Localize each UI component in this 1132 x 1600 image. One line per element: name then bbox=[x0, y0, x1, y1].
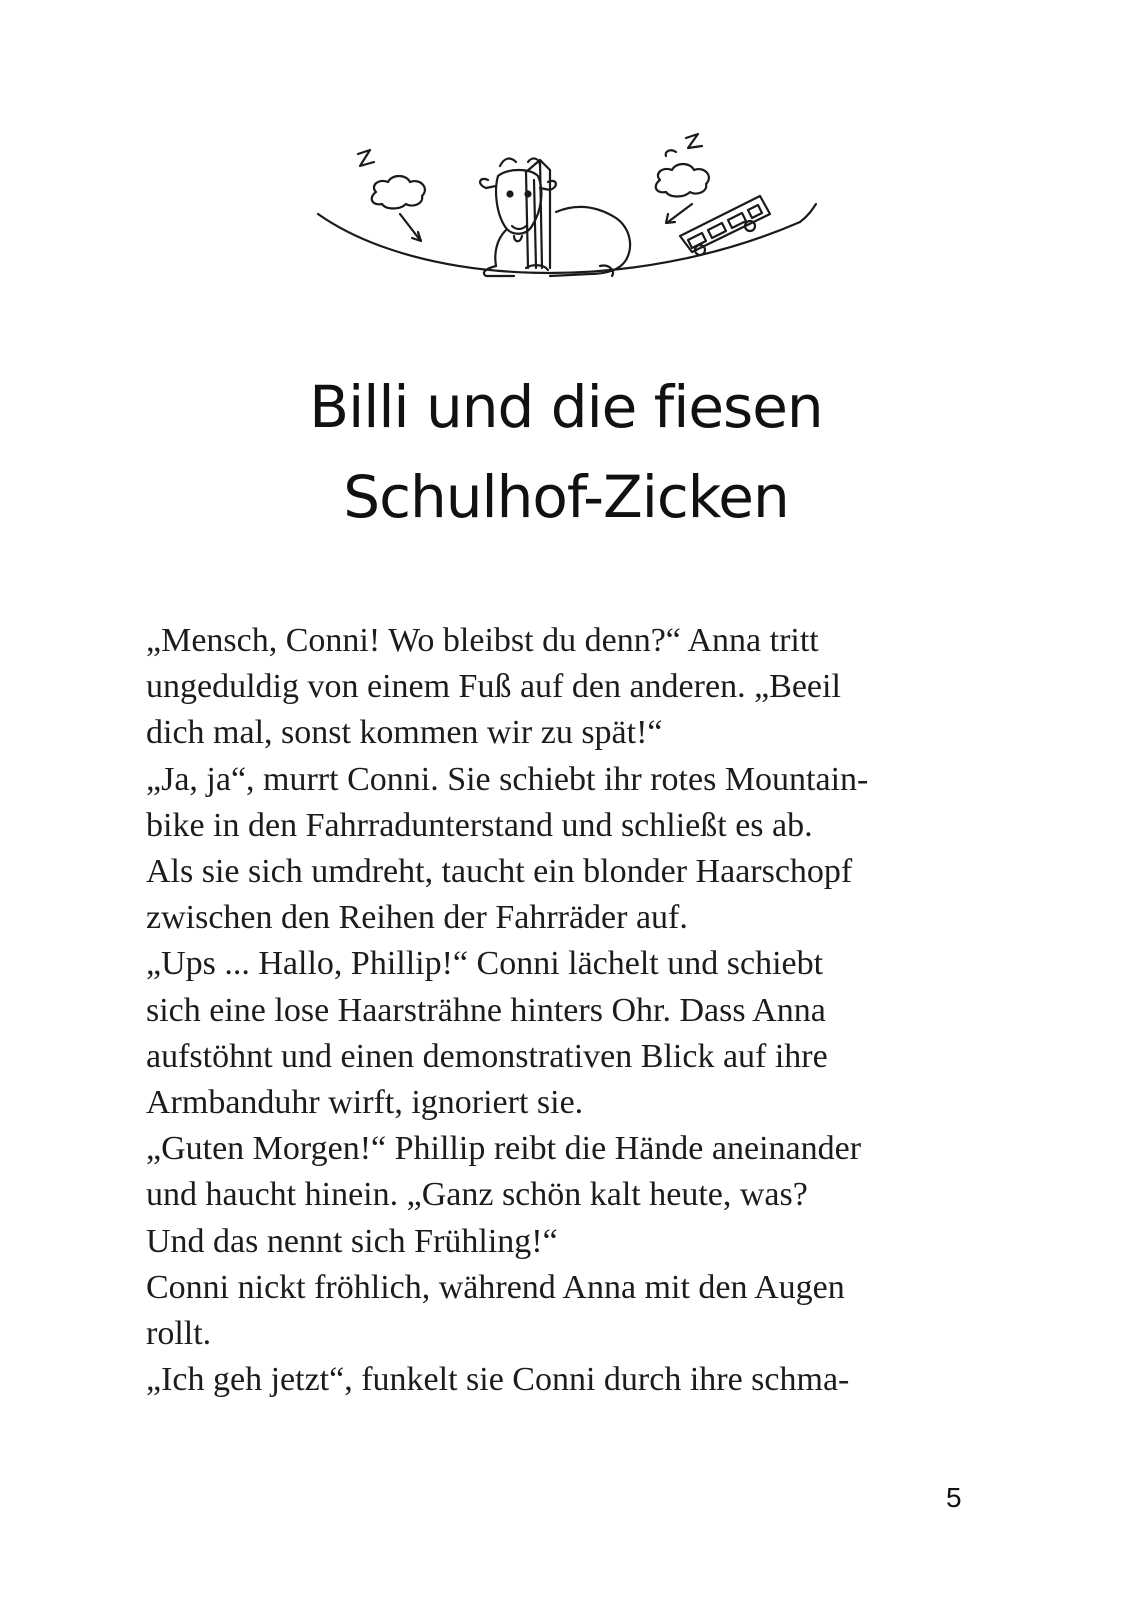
text-line: und haucht hinein. „Ganz schön kalt heute, was? bbox=[146, 1176, 808, 1214]
text-line: aufstöhnt und einen demonstrativen Blick auf ihre bbox=[146, 1037, 828, 1075]
story-text bbox=[146, 618, 966, 1403]
ground-line bbox=[318, 214, 800, 273]
chapter-title bbox=[0, 362, 1132, 542]
page-number: 5 bbox=[946, 1482, 962, 1513]
text-line: zwischen den Reihen der Fahrräder auf. bbox=[146, 899, 688, 937]
text-line: ungeduldig von einem Fuß auf den anderen. „Beeil bbox=[146, 668, 841, 706]
text-line: „Ich geh jetzt“, funkelt sie Conni durch ihre schma- bbox=[146, 1361, 850, 1399]
text-line: rollt. bbox=[146, 1315, 212, 1353]
chapter-title-line: Schulhof-Zicken bbox=[343, 463, 789, 531]
text-line: „Mensch, Conni! Wo bleibst du denn?“ Anna tritt bbox=[146, 622, 819, 659]
text-line: Armbanduhr wirft, ignoriert sie. bbox=[146, 1084, 584, 1122]
storm-cloud-icon bbox=[656, 134, 709, 223]
chapter-illustration bbox=[300, 118, 840, 298]
text-line: „Ups ... Hallo, Phillip!“ Conni lächelt und schiebt bbox=[146, 945, 824, 983]
bus-icon bbox=[680, 196, 770, 255]
text-line: bike in den Fahrradunterstand und schließt es ab. bbox=[146, 806, 813, 844]
storm-cloud-icon bbox=[358, 150, 425, 241]
text-line: Und das nennt sich Frühling!“ bbox=[146, 1222, 558, 1260]
text-line: „Ja, ja“, murrt Conni. Sie schiebt ihr rotes Mountain- bbox=[146, 760, 869, 798]
text-line: „Guten Morgen!“ Phillip reibt die Hände aneinander bbox=[146, 1130, 862, 1168]
text-line: sich eine lose Haarsträhne hinters Ohr. Dass Anna bbox=[146, 991, 826, 1029]
text-line: Conni nickt fröhlich, während Anna mit den Augen bbox=[146, 1268, 845, 1306]
chapter-title-line: Billi und die fiesen bbox=[309, 373, 823, 441]
text-line: dich mal, sonst kommen wir zu spät!“ bbox=[146, 714, 663, 752]
text-line: Als sie sich umdreht, taucht ein blonder Haarschopf bbox=[146, 853, 853, 891]
goat-icon bbox=[480, 159, 630, 276]
